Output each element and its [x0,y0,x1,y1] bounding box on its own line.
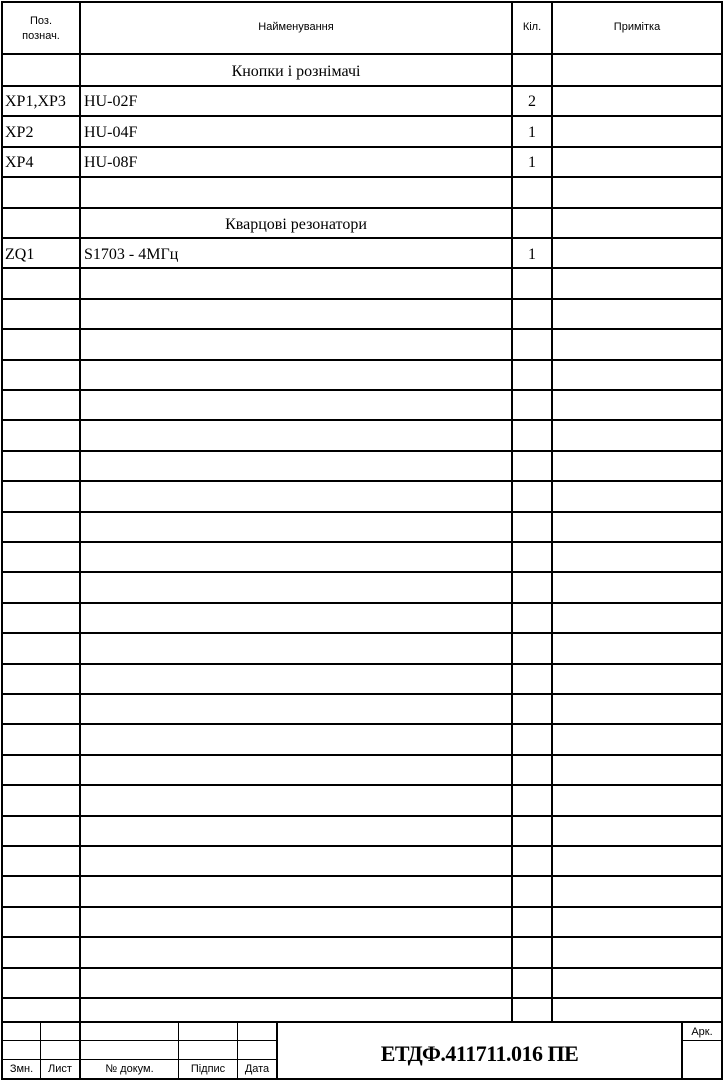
row-line [1,632,723,634]
header-pos: Поз. познач. [22,15,60,42]
row-line [1,663,723,665]
header-note: Примітка [613,21,661,33]
row-line [1,359,723,361]
row-line [1,936,723,938]
row-line [1,207,723,209]
name-cell: HU-02F [84,93,138,110]
stamp-label-change: Змн. [9,1063,34,1075]
row-line [1,115,723,117]
pos-cell: XP4 [5,154,34,171]
header-qty: Кіл. [522,21,542,33]
row-line [1,967,723,969]
row-line [1,450,723,452]
row-line [1,389,723,391]
row-line [1,419,723,421]
sheet-label: Арк. [691,1026,713,1038]
pos-cell: XP1,XP3 [5,93,66,110]
row-line [1,845,723,847]
stamp-sheet-line [681,1040,723,1041]
row-line [1,511,723,513]
row-line [1,237,723,239]
name-cell: S1703 - 4МГц [84,246,179,263]
document-code: ЕТДФ.411711.016 ПЕ [380,1041,579,1066]
stamp-label-doc-number: № докум. [105,1063,154,1075]
name-cell: HU-08F [84,154,138,171]
stamp-label-signature: Підпис [190,1063,226,1075]
pos-cell: XP2 [5,124,34,141]
row-line [1,85,723,87]
stamp-row-line [1,1040,277,1041]
row-line [1,571,723,573]
qty-cell: 1 [528,124,536,141]
frame-top [1,1,723,3]
row-line [1,267,723,269]
row-line [1,602,723,604]
row-line [1,693,723,695]
row-line [1,298,723,300]
row-line [1,997,723,999]
row-line [1,541,723,543]
name-cell: HU-04F [84,124,138,141]
qty-cell: 2 [528,93,536,110]
section-heading: Кварцові резонатори [225,216,367,233]
frame-bottom [1,1078,723,1080]
row-line [1,815,723,817]
row-line [1,480,723,482]
stamp-label-date: Дата [244,1063,270,1075]
stamp-top-line [1,1021,723,1023]
qty-cell: 1 [528,246,536,263]
stamp-label-sheet: Лист [48,1063,72,1075]
row-line [1,723,723,725]
section-heading: Кнопки і рознімачі [231,63,361,80]
row-line [1,906,723,908]
header-name: Найменування [258,21,334,33]
row-line [1,754,723,756]
pos-cell: ZQ1 [5,246,35,263]
stamp-row-line [1,1059,277,1060]
row-line [1,784,723,786]
row-line [1,176,723,178]
row-line [1,328,723,330]
header-bottom-line [1,53,723,55]
row-line [1,146,723,148]
row-line [1,875,723,877]
qty-cell: 1 [528,154,536,171]
